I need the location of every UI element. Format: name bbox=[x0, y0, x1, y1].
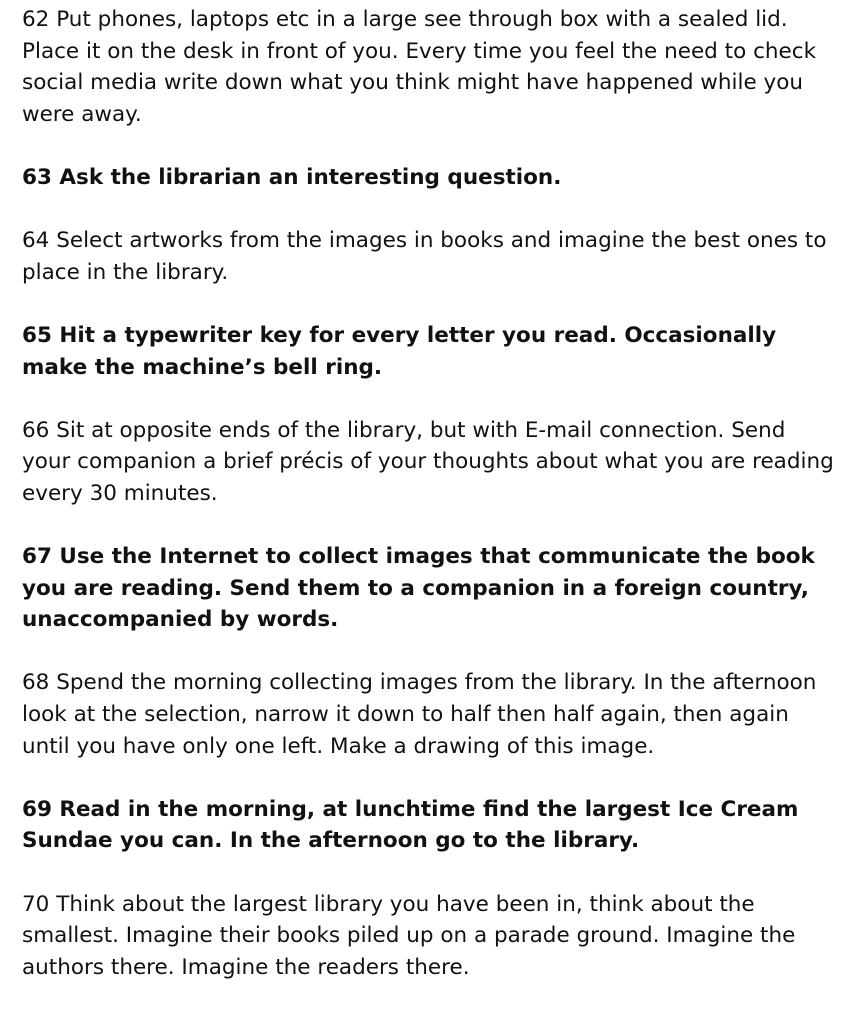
item-67: 67 Use the Internet to collect images that communicate the book you are reading. Send them to a companion in a foreign country, unaccompanied by words. bbox=[22, 544, 815, 633]
item-65: 65 Hit a typewriter key for every letter you read. Occasionally make the machine’s bell ring. bbox=[22, 322, 777, 380]
item-66: 66 Sit at opposite ends of the library, but with E-mail connection. Send your companion a brief précis of your thoughts about what you are reading every 30 minutes. bbox=[22, 417, 834, 506]
item-70: 70 Think about the largest library you have been in, think about the smallest. Imagine their books piled up on a parade ground. Imagine the authors there. Imagine the readers there. bbox=[22, 891, 796, 980]
document-page bbox=[22, 4, 837, 1015]
item-63: 63 Ask the librarian an interesting question. bbox=[22, 164, 562, 190]
item-62: 62 Put phones, laptops etc in a large see through box with a sealed lid. Place it on the desk in front of you. Every time you feel the need to check social media write down what you think might have happened while you were away. bbox=[22, 7, 817, 127]
item-69: 69 Read in the morning, at lunchtime find the largest Ice Cream Sundae you can. In the afternoon go to the library. bbox=[22, 796, 799, 854]
item-64: 64 Select artworks from the images in books and imagine the best ones to place in the library. bbox=[22, 228, 827, 285]
item-68: 68 Spend the morning collecting images from the library. In the afternoon look at the selection, narrow it down to half then half again, then again until you have only one left. Make a drawing of this image. bbox=[22, 670, 817, 759]
